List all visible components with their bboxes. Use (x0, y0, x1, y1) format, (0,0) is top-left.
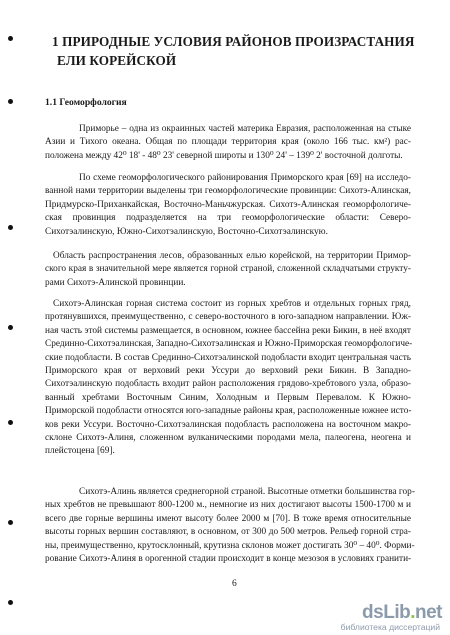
chapter-title (52, 32, 422, 70)
watermark-logo-dot: . (410, 602, 415, 623)
text-line: протянувшихся, преимущественно, с северо-восточного в юго-западном направлении. Юж- (45, 312, 411, 323)
watermark-logo-main: dsLib (362, 602, 411, 623)
text-line: ков реки Уссури. Восточно-Сихотэалинская подобласть расположена на восточном макро- (45, 419, 411, 430)
margin-mark (8, 325, 13, 330)
text-line: всего две горные вершины имеют высоту более 2000 м [70]. В тоже время относительные (45, 513, 411, 524)
margin-mark (8, 600, 13, 605)
text-line: склоне Сихотэ-Алиня, сложенном вулканическими породами мела, палеогена, неогена и (45, 433, 411, 444)
text-line: Приморье – одна из окраинных частей материка Евразия, расположенная на стыке (79, 124, 411, 134)
watermark-logo (362, 602, 442, 624)
text-line: Придмурско-Приханкайская, Восточно-Маньчжурская. Сихотэ-Алинская геоморфологиче- (45, 199, 411, 210)
text-line: ных хребтов не превышают 800-1200 м., немногие из них достигают высоты 1500-1700 м и (45, 500, 411, 511)
text-line: рование Сихотэ-Алиня в орогенной стадии происходит в конце мезозоя в условиях гранити- (45, 554, 412, 565)
text-line: ского края в значительной мере является горной страной, сложенной складчатыми структу- (45, 264, 411, 275)
text-line: По схеме геоморфологического районирования Приморского края [69] на исследо- (79, 173, 411, 183)
page-number: 6 (232, 579, 237, 589)
text-line: ские подобласти. В состав Срединно-Сихотэалинской подобласти входит центральная часть (45, 352, 411, 363)
margin-mark (8, 225, 13, 230)
paragraph-forest-area (45, 250, 411, 290)
paragraph-mountain-system (45, 298, 411, 459)
text-line: Срединно-Сихотэалинская, Западно-Сихотэалинская и Южно-Приморская геоморфологиче- (45, 339, 413, 350)
text-line: положена между 42⁰ 18' - 48⁰ 23' северной широты и 130⁰ 24' – 139⁰ 2' восточной долготы. (45, 150, 403, 161)
text-line: Приморской подобласти относятся юго-западные районы края, расположенные южнее исто- (45, 406, 412, 417)
text-line: Азии и Тихого океана. Общая по площади территория края (около 166 тыс. км²) рас- (45, 137, 411, 148)
text-line: ванный хребтами Восточным Синим, Холодным и Первым Перевалом. К Южно- (45, 392, 411, 403)
text-line: Сихотэалинскую подобласть входит район расположения грядово-хребтового узла, образо- (45, 379, 411, 390)
margin-mark (8, 520, 13, 525)
margin-mark (8, 420, 13, 425)
watermark-subtitle: библиотека диссертаций (340, 622, 440, 632)
text-line: плейстоцена [69]. (45, 446, 115, 457)
text-line: ская провинция подразделяется на три геоморфологические области: Северо- (45, 213, 411, 224)
text-line: рами Сихотэ-Алинской провинции. (45, 277, 186, 288)
text-line: ванной нами территории выделены три геоморфологические провинции: Сихотэ-Алинская, (45, 186, 411, 197)
chapter-title-line-2: ЕЛИ КОРЕЙСКОЙ (57, 53, 177, 68)
text-line: высоты горных вершин составляют, в основном, от 300 до 500 метров. Рельеф горной стра- (45, 527, 411, 538)
section-title: 1.1 Геоморфология (45, 97, 127, 108)
paragraph-intro (45, 123, 411, 163)
paragraph-mid-mountain (45, 486, 415, 566)
text-line: Сихотэ-Алинь является среднегорной страной. Высотные отметки большинства гор- (79, 487, 415, 497)
watermark (296, 602, 446, 632)
text-line: Область распространения лесов, образованных елью корейской, на территории Примор- (53, 251, 411, 261)
margin-mark (8, 36, 13, 41)
text-line: Сихотэалинскую, Южно-Сихотэалинскую, Восточно-Сихотэалинскую. (45, 226, 328, 237)
watermark-logo-tld: net (415, 602, 442, 623)
margin-mark (8, 99, 13, 104)
chapter-title-line-1: 1 ПРИРОДНЫЕ УСЛОВИЯ РАЙОНОВ ПРОИЗРАСТАНИЯ (52, 34, 415, 49)
text-line: Приморского края от верховий реки Уссури до верховий реки Бикин. В Западно- (45, 366, 411, 377)
text-line: ная часть этой системы размещается, в основном, южнее бассейна реки Бикин, в неё входят (45, 325, 411, 336)
paragraph-zoning (45, 172, 411, 239)
text-line: Сихотэ-Алинская горная система состоит из горных хребтов и отдельных горных гряд, (53, 299, 411, 309)
text-line: ны, преимущественно, крутосклонный, крутизна склонов может достигать 30⁰ – 40⁰. Форми- (45, 540, 415, 551)
